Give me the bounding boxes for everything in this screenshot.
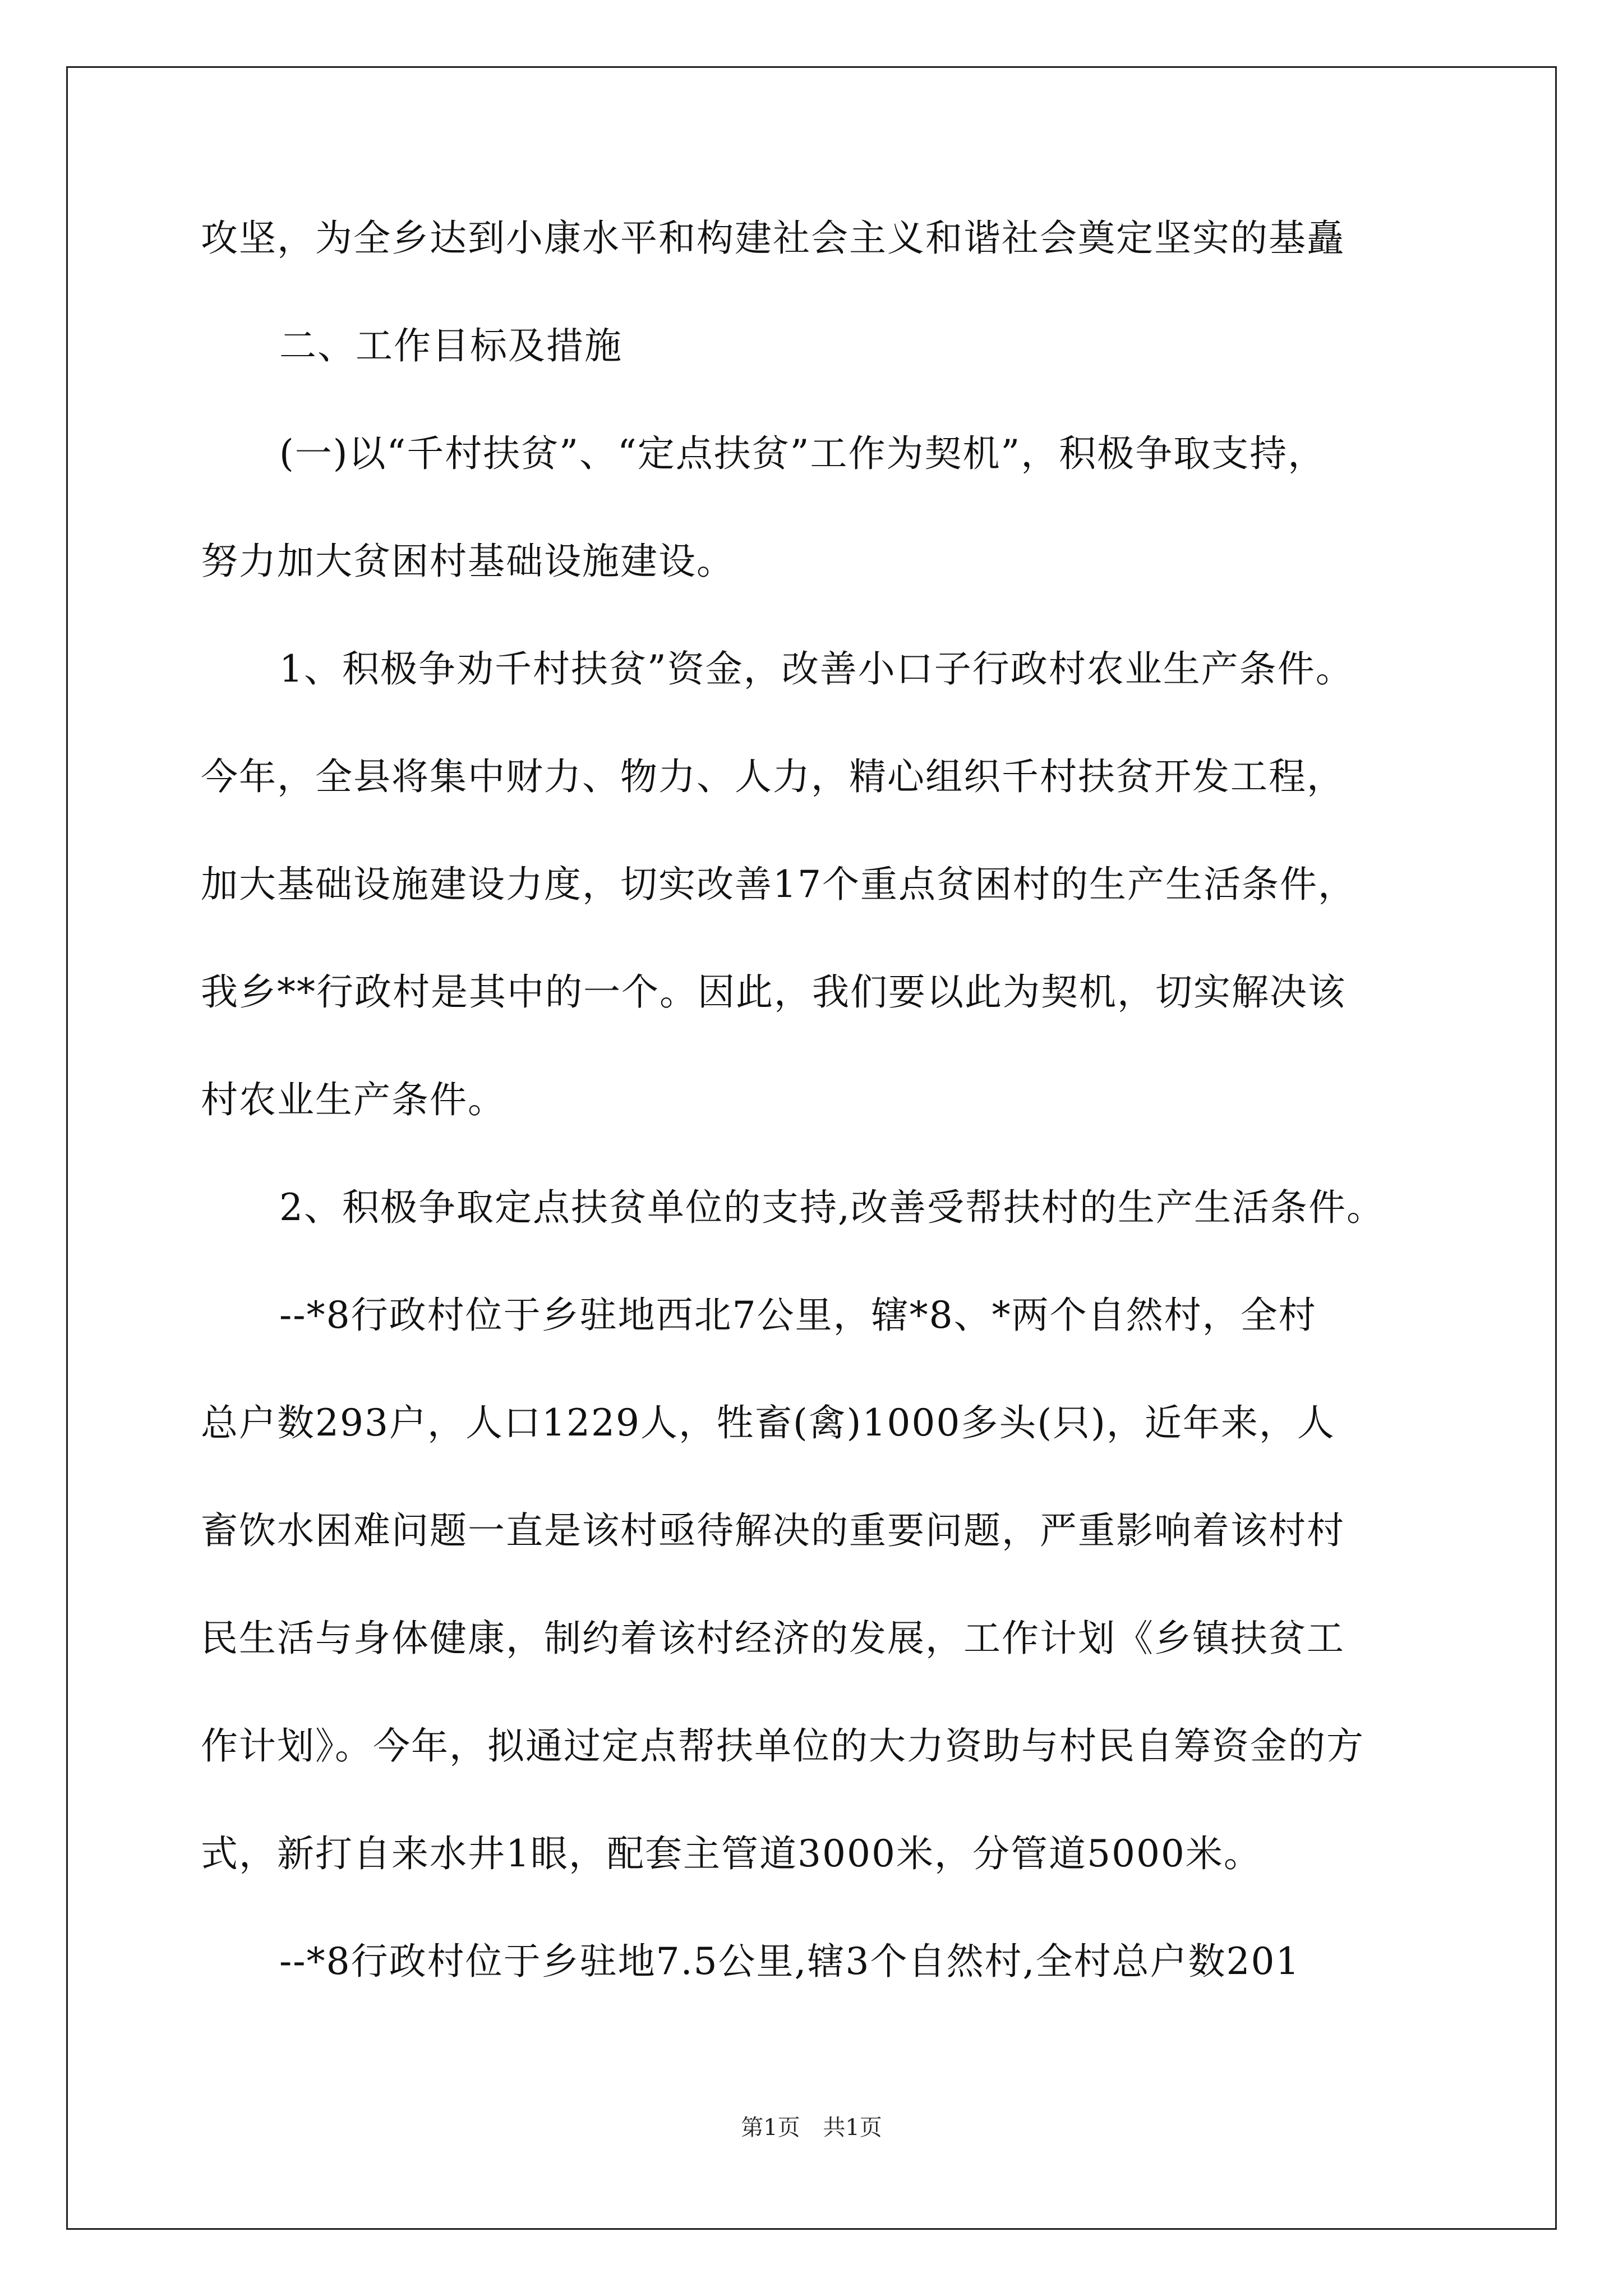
text-line-14: 民生活与身体健康，制约着该村经济的发展，工作计划《乡镇扶贫工 — [201, 1617, 1345, 1660]
text-line-16: 式，新打自来水井1眼，配套主管道3000米，分管道5000米。 — [201, 1832, 1262, 1875]
page-footer — [0, 2114, 1623, 2142]
text-line-6: 今年，全县将集中财力、物力、人力，精心组织千村扶贫开发工程， — [201, 755, 1345, 798]
section-heading: 二、工作目标及措施 — [279, 324, 623, 367]
text-line-11: --*8行政村位于乡驻地西北7公里，辖*8、*两个自然村，全村 — [279, 1294, 1317, 1337]
text-line-17: --*8行政村位于乡驻地7.5公里,辖3个自然村,全村总户数201 — [279, 1940, 1301, 1983]
page-number: 第1页 — [741, 2115, 800, 2141]
text-line-3: (一)以“千村扶贫”、“定点扶贫”工作为契机”，积极争取支持， — [279, 432, 1326, 475]
text-line-4: 努力加大贫困村基础设施建设。 — [201, 540, 735, 583]
text-line-13: 畜饮水困难问题一直是该村亟待解决的重要问题，严重影响着该村村 — [201, 1509, 1345, 1552]
page-border — [66, 66, 1557, 2230]
text-line-12: 总户数293户，人口1229人，牲畜(禽)1000多头(只)，近年来，人 — [201, 1401, 1335, 1444]
text-line-1: 攻坚，为全乡达到小康水平和构建社会主义和谐社会奠定坚实的基矗 — [201, 217, 1345, 260]
text-line-5: 1、积极争劝千村扶贫”资金，改善小口子行政村农业生产条件。 — [279, 647, 1354, 691]
text-line-8: 我乡**行政村是其中的一个。因此，我们要以此为契机，切实解决该 — [201, 970, 1346, 1014]
text-line-9: 村农业生产条件。 — [201, 1078, 506, 1121]
text-line-10: 2、积极争取定点扶贫单位的支持,改善受帮扶村的生产生活条件。 — [279, 1186, 1385, 1229]
page-total: 共1页 — [823, 2115, 882, 2141]
text-line-7: 加大基础设施建设力度，切实改善17个重点贫困村的生产生活条件， — [201, 863, 1356, 906]
text-line-15: 作计划》。今年，拟通过定点帮扶单位的大力资助与村民自筹资金的方 — [201, 1724, 1364, 1768]
